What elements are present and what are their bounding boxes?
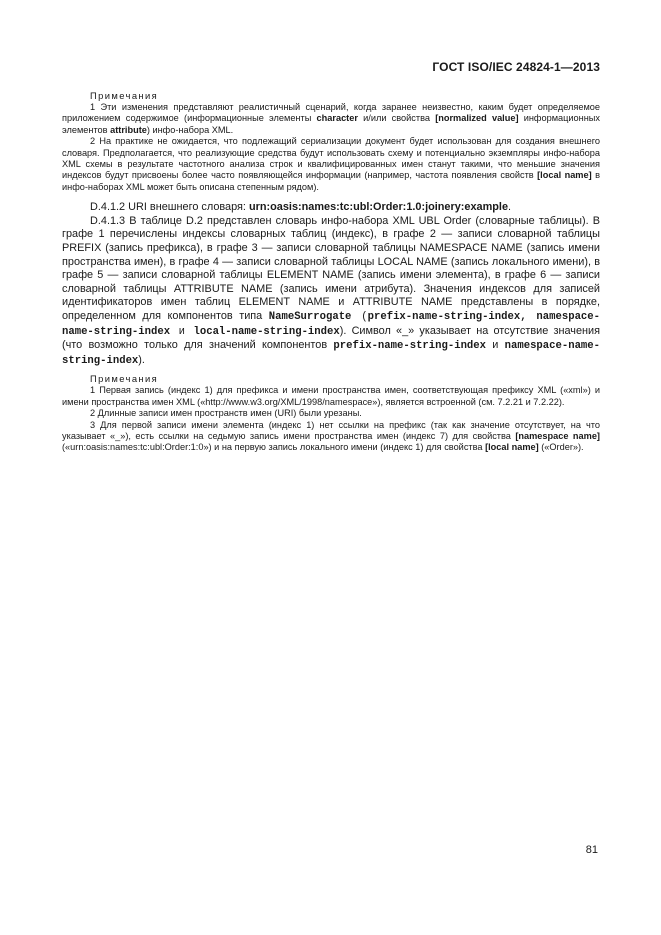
notes-heading: Примечания	[90, 90, 159, 101]
paragraph-d4-1-3: D.4.1.3 В таблице D.2 представлен словарь инфо-набора XML UBL Order (словарные таблицы). В графе 1 перечислены индексы словарных таблиц (индекс), в графе 2 — записи словарной таблицы PREFIX (запись префикса), в графе 3 — записи словарной таблицы NAMESPACE NAME (запись имени пространства имен), в графе 4 — записи словарной таблицы LOCAL NAME (запись локального имени), в графе 5 — записи словарной таблицы ELEMENT NAME (запись имени элемента), в графе 6 — записи словарной таблицы ATTRIBUTE NAME (запись имени атрибута). Значения индексов для записей идентификаторов имен таблиц ELEMENT NAME и ATTRIBUTE NAME представлены в порядке, определенном для компонентов типа NameSurrogate (prefix-name-string-index, namespace-name-string-index и local-name-string-index). Символ «_» указывает на отсутствие значения (что возможно только для значений компонентов prefix-name-string-index и namespace-name-string-index).	[62, 214, 601, 367]
paragraph-d4-1-2: D.4.1.2 URI внешнего словаря: urn:oasis:names:tc:ubl:Order:1.0:joinery:example.	[90, 201, 512, 214]
note-2-2: 2 Длинные записи имен пространств имен (URI) были урезаны.	[90, 408, 362, 419]
note-2-1: 1 Первая запись (индекс 1) для префикса и имени пространства имен, соответствующая префиксу XML («xml») и имени пространства имен XML («http://www.w3.org/XML/1998/namespace»), является встроенной (см. 7.2.21 и 7.2.22).	[62, 385, 600, 407]
standard-header: ГОСТ ISO/IEC 24824-1—2013	[432, 60, 600, 74]
page-content	[62, 90, 600, 454]
note-2-3: 3 Для первой записи имени элемента (индекс 1) нет ссылки на префикс (так как значение отсутствует, на что указывает «_»), есть ссылки на седьмую запись имени пространства имен (индекс 7) для свойства [namespace name] («urn:oasis:names:tc:ubl:Order:1:0») и на первую запись локального имени (индекс 1) для свойства [local name] («Order»).	[62, 419, 600, 453]
note-1: 1 Эти изменения представляют реалистичный сценарий, когда заранее неизвестно, каким будет определяемое приложением содержимое (информационные элементы character и/или свойства [normalized value] информационных элементов attribute) инфо-набора XML.	[62, 102, 600, 135]
page-number: 81	[585, 844, 598, 856]
notes-heading-2: Примечания	[90, 373, 159, 385]
note-2: 2 На практике не ожидается, что подлежащий сериализации документ будет использован для создания внешнего словаря. Предполагается, что реализующие средства будут использовать схему и потенциально экземпляры инфо-набора XML схемы в результате частотного анализа строк и квалифицированных имен станут такими, что меньшие значения индексов будут присвоены более часто появляющейся информации (например, частота появления свойств [local name] в инфо-наборах XML может быть описана степенным рядом).	[62, 136, 600, 192]
